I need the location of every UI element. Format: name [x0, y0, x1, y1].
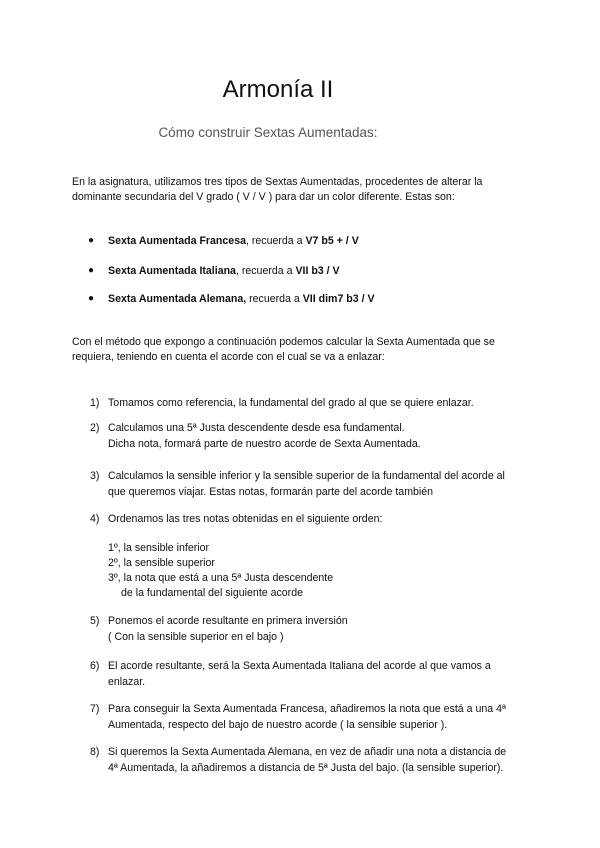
step-number: 5)	[90, 615, 100, 627]
bullet-text: , recuerda a	[245, 235, 306, 247]
step-text: Ordenamos las tres notas obtenidas en el siguiente orden:	[108, 513, 383, 525]
step-number: 6)	[90, 660, 100, 672]
method-line: Con el método que expongo a continuación podemos calcular la Sexta Aumentada que se	[72, 336, 495, 348]
step-number: 2)	[90, 422, 100, 434]
bullet-name: Sexta Aumentada Francesa	[108, 235, 246, 247]
bullet-text: recuerda a	[246, 293, 303, 305]
step-text: ( Con la sensible superior en el bajo )	[108, 631, 284, 643]
step-text: 4ª Aumentada, la añadiremos a distancia de 5ª Justa del bajo. (la sensible superior).	[108, 762, 504, 774]
intro-line: En la asignatura, utilizamos tres tipos de Sextas Aumentadas, procedentes de alterar la	[72, 176, 483, 188]
order-item: 3º, la nota que está a una 5ª Justa descendente	[108, 572, 334, 584]
step-text: Tomamos como referencia, la fundamental del grado al que se quiere enlazar.	[108, 397, 474, 409]
order-item: de la fundamental del siguiente acorde	[121, 587, 303, 599]
bullet-icon: ●	[88, 235, 95, 246]
bullet-name: Sexta Aumentada Italiana	[108, 265, 236, 277]
bullet-icon: ●	[88, 293, 95, 304]
order-item: 1º, la sensible inferior	[108, 542, 210, 554]
order-item: 2º, la sensible superior	[108, 557, 215, 569]
bullet-icon: ●	[88, 265, 95, 276]
step-number: 8)	[90, 746, 100, 758]
bullet-name: Sexta Aumentada Alemana,	[108, 293, 247, 305]
method-line: requiera, teniendo en cuenta el acorde con el cual se va a enlazar:	[72, 351, 385, 363]
step-text: Para conseguir la Sexta Aumentada Francesa, añadiremos la nota que está a una 4ª	[108, 703, 506, 715]
bullet-chord: VII b3 / V	[295, 265, 340, 277]
step-text: Si queremos la Sexta Aumentada Alemana, en vez de añadir una nota a distancia de	[108, 746, 507, 758]
step-number: 7)	[90, 703, 100, 715]
step-number: 3)	[90, 470, 100, 482]
step-text: Calculamos una 5ª Justa descendente desde esa fundamental.	[108, 422, 405, 434]
step-number: 1)	[90, 397, 100, 409]
page-subtitle: Cómo construir Sextas Aumentadas:	[158, 125, 378, 140]
bullet-text: , recuerda a	[235, 265, 296, 277]
step-text: Calculamos la sensible inferior y la sensible superior de la fundamental del acorde al	[108, 470, 505, 482]
step-text: Dicha nota, formará parte de nuestro acorde de Sexta Aumentada.	[108, 438, 421, 450]
step-text: que queremos viajar. Estas notas, formarán parte del acorde también	[108, 486, 434, 498]
intro-line: dominante secundaria del V grado ( V / V ) para dar un color diferente. Estas son:	[72, 191, 455, 203]
bullet-chord: VII dim7 b3 / V	[302, 293, 375, 305]
page-title: Armonía II	[222, 76, 334, 103]
step-text: El acorde resultante, será la Sexta Aumentada Italiana del acorde al que vamos a	[108, 660, 491, 672]
step-number: 4)	[90, 513, 100, 525]
step-text: enlazar.	[108, 676, 146, 688]
bullet-chord: V7 b5 + / V	[305, 235, 359, 247]
step-text: Aumentada, respecto del bajo de nuestro acorde ( la sensible superior ).	[108, 719, 448, 731]
step-text: Ponemos el acorde resultante en primera inversión	[108, 615, 348, 627]
